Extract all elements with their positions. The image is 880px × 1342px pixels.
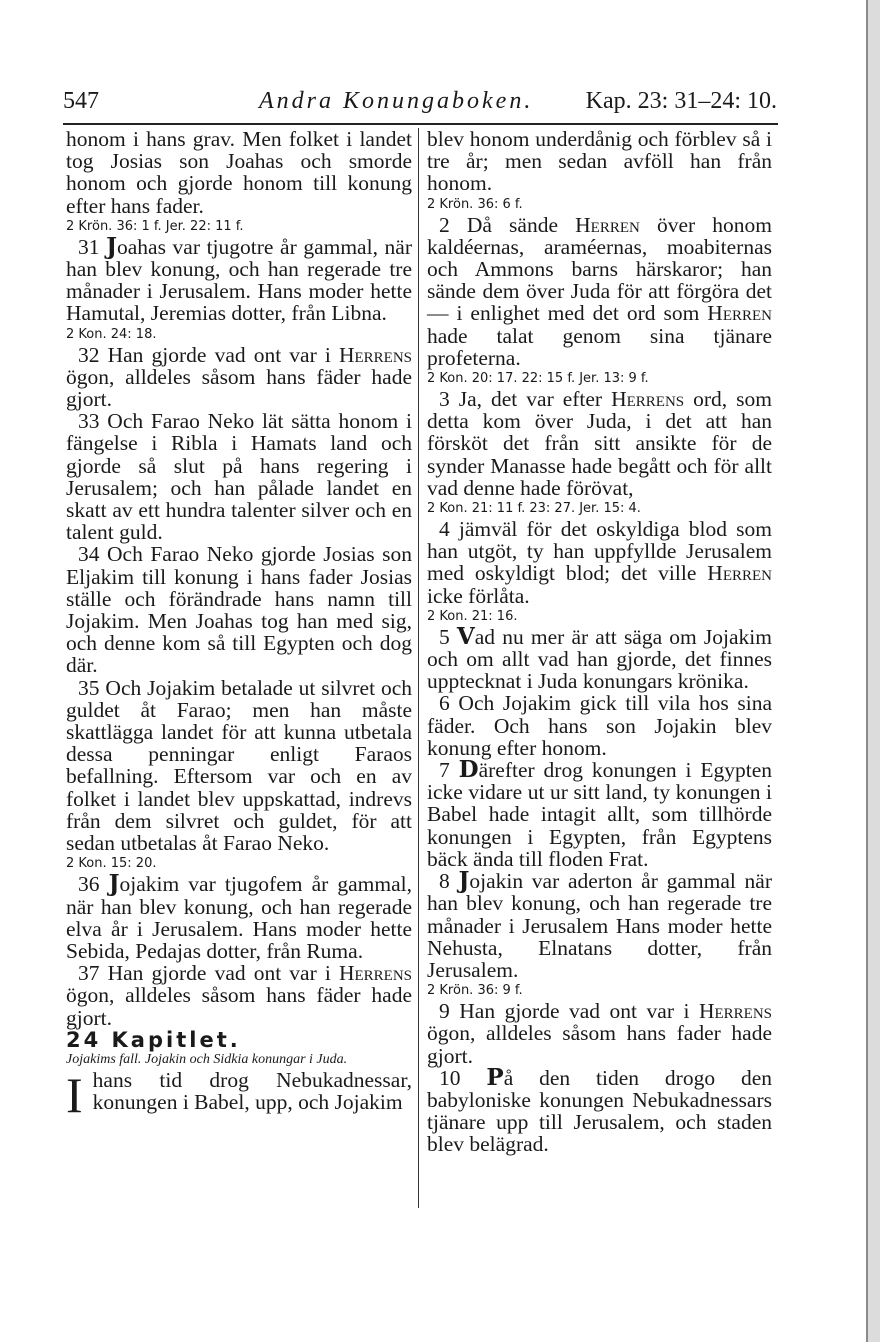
cross-reference: 2 Kon. 20: 17. 22: 15 f. Jer. 13: 9 f. — [427, 371, 649, 387]
cross-reference: 2 Kon. 21: 16. — [427, 608, 518, 624]
right-column — [427, 128, 772, 1156]
paragraph: blev honom underdånig och förblev så i tre år; men sedan avföll han från honom. — [427, 127, 772, 196]
verse-3: 3 Ja, det var efter Herrens ord, som detta kom över Juda, i det att han försköt det från sitt ansikte för de synder Manasse hade begått och för allt vad denne hade förövat, — [427, 387, 772, 500]
verse-9: 9 Han gjorde vad ont var i Herrens ögon, alldeles såsom hans fader hade gjort. — [427, 999, 772, 1068]
paragraph: honom i hans grav. Men folket i landet tog Josias son Joahas och smorde honom och gjorde honom till konung efter hans fader. — [66, 127, 412, 218]
verse-34: 34 Och Farao Neko gjorde Josias son Eljakim till konung i hans fader Josias ställe och förändrade hans namn till Jojakim. Men Joahas tog han med sig, och denne kom så till Egypten och dog där. — [66, 542, 412, 678]
header-rule — [63, 123, 778, 125]
column-divider — [418, 128, 419, 1208]
cross-reference: 2 Krön. 36: 1 f. Jer. 22: 11 f. — [66, 218, 244, 234]
cross-reference: 2 Kon. 24: 18. — [66, 326, 157, 342]
verse-35: 35 Och Jojakim betalade ut silvret och guldet åt Farao; men han måste skattlägga landet för att kunna utbetala dessa penningar enligt Faraos befallning. Eftersom var och en av folket i landet blev uppskattad, indrevs från dem silvret och guldet, för att sedan utbetalas åt Farao Neko. — [66, 675, 412, 856]
cross-reference: 2 Kon. 15: 20. — [66, 856, 157, 872]
verse-31: 31 Joahas var tjugotre år gammal, när han blev konung, och han regerade tre månader i Jerusalem. Hans moder hette Hamutal, Jeremias dotter, från Libna. — [66, 232, 412, 326]
verse-37: 37 Han gjorde vad ont var i Herrens ögon, alldeles såsom hans fäder hade gjort. — [66, 961, 412, 1030]
left-column — [66, 127, 413, 1123]
scan-edge — [866, 0, 880, 1342]
verse-10: 10 På den tiden drogo den babyloniske konungen Nebukadnessars tjänare upp till Jerusalem, och staden blev belägrad. — [427, 1063, 773, 1157]
chapter-reference: Kap. 23: 31–24: 10. — [585, 88, 777, 114]
book-title: Andra Konungaboken. — [259, 88, 534, 114]
verse-2: 2 Då sände Herren över honom kaldéernas, araméernas, moabiternas och Ammons barns härskaror; han sände dem över Juda för att förgöra det — i enlighet med det ord som Herren hade talat genom sina tjänare profeterna. — [427, 212, 772, 370]
chapter-heading: 24 Kapitlet. — [66, 1027, 241, 1052]
verse-33: 33 Och Farao Neko lät sätta honom i fängelse i Ribla i Hamats land och gjorde så slut på hans regering i Jerusalem; och han pålade landet en skatt av ett hundra talenter silver och en talent guld. — [66, 409, 412, 545]
verse-6: 6 Och Jojakim gick till vila hos sina fäder. Och hans son Jojakin blev konung efter honom. — [427, 691, 772, 760]
page-number: 547 — [63, 88, 99, 114]
verse-36: 36 Jojakim var tjugofem år gammal, när han blev konung, och han regerade elva år i Jerusalem. Hans moder hette Sebida, Pedajas dotter, från Ruma. — [66, 870, 413, 963]
verse-8: 8 Jojakin var aderton år gammal när han blev konung, och han regerade tre månader i Jerusalem Hans moder hette Nehusta, Elnatans dotter, från Jerusalem. — [427, 867, 772, 982]
cross-reference: 2 Krön. 36: 6 f. — [427, 196, 523, 212]
chapter-summary: Jojakims fall. Jojakin och Sidkia konungar i Juda. — [66, 1051, 348, 1067]
cross-reference: 2 Krön. 36: 9 f. — [427, 983, 523, 999]
initial-letter: I — [66, 1066, 83, 1123]
verse-24-1: Ihans tid drog Nebukadnessar, konungen i Babel, upp, och Jojakim — [66, 1066, 412, 1123]
cross-reference: 2 Kon. 21: 11 f. 23: 27. Jer. 15: 4. — [427, 501, 641, 517]
page-header — [63, 88, 777, 120]
verse-4: 4 jämväl för det oskyldiga blod som han utgöt, ty han uppfyllde Jerusalem med oskyldigt blod; det ville Herren icke förlåta. — [427, 517, 772, 608]
verse-32: 32 Han gjorde vad ont var i Herrens ögon, alldeles såsom hans fäder hade gjort. — [66, 342, 412, 412]
verse-7: 7 Därefter drog konungen i Egypten icke vidare ut ur sitt land, ty konungen i Babel hade intagit allt, som tillhörde konungen i Egypten, från Egyptens bäck ända till floden Frat. — [427, 756, 773, 871]
verse-5: 5 Vad nu mer är att säga om Jojakim och om allt vad han gjorde, det finnes upptecknat i Juda konungars krönika. — [427, 622, 772, 694]
